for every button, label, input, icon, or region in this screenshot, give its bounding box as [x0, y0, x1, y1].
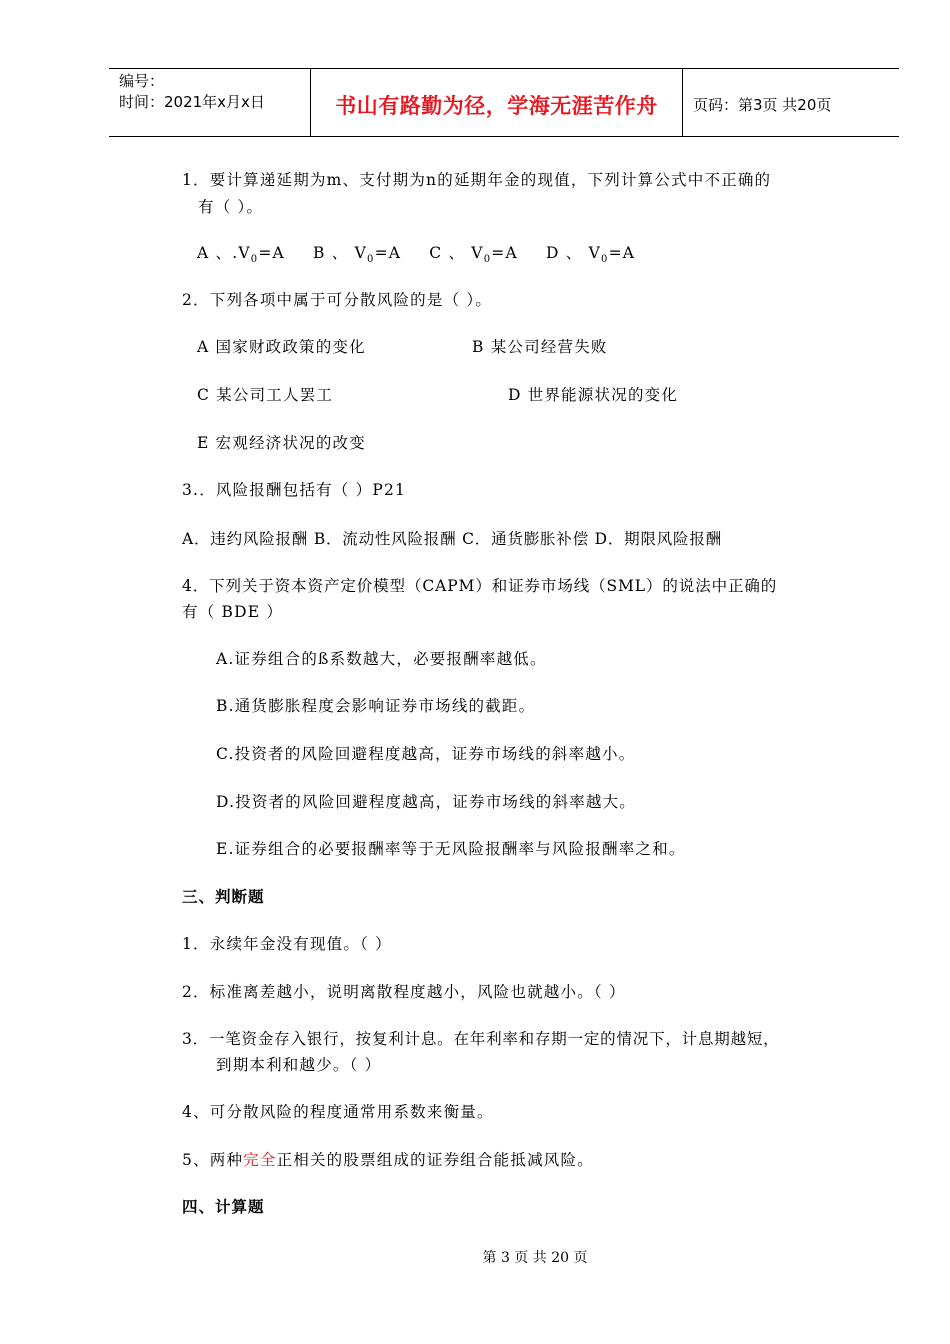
q4-option-e: E.证券组合的必要报酬率等于无风险报酬率与风险报酬率之和。: [216, 840, 686, 858]
q2-option-c: C 某公司工人罢工: [197, 386, 334, 404]
q2-option-e: E 宏观经济状况的改变: [197, 434, 366, 452]
judge-3-line2: 到期本利和越少。（ ）: [216, 1056, 382, 1074]
q2-option-b: B 某公司经营失败: [472, 338, 608, 356]
section3-title: 三、判断题: [182, 888, 265, 906]
judge-2: 2．标准离差越小，说明离散程度越小，风险也就越小。（ ）: [182, 983, 626, 1001]
section4-title: 四、计算题: [182, 1198, 265, 1216]
q4-line2: 有（ BDE ）: [182, 603, 284, 621]
header-page-label: 页码：第3页 共20页: [693, 96, 832, 114]
judge-5: 5、两种完全正相关的股票组成的证券组合能抵减风险。: [182, 1151, 594, 1169]
q4-option-c: C.投资者的风险回避程度越高，证券市场线的斜率越小。: [216, 745, 636, 763]
page-header: [109, 68, 899, 137]
q2-option-a: A 国家财政政策的变化: [197, 338, 366, 356]
q4-option-a: A.证券组合的ß系数越大，必要报酬率越低。: [216, 650, 547, 668]
judge-1: 1．永续年金没有现值。（ ）: [182, 935, 392, 953]
emphasis-text: 完全: [243, 1151, 277, 1169]
judge-4: 4、可分散风险的程度通常用系数来衡量。: [182, 1103, 494, 1121]
q3-stem: 3.．风险报酬包括有（ ）P21: [182, 481, 407, 499]
judge-3-line1: 3．一笔资金存入银行，按复利计息。在年利率和存期一定的情况下，计息期越短，: [182, 1030, 780, 1048]
number-label: 编号：: [119, 72, 165, 90]
page-footer: 第 3 页 共 20 页: [482, 1250, 588, 1266]
header-meta: [109, 69, 311, 136]
q4-option-b: B.通货膨胀程度会影响证券市场线的截距。: [216, 697, 536, 715]
q1-line1: 1．要计算递延期为m、支付期为n的延期年金的现值，下列计算公式中不正确的: [182, 171, 772, 189]
date-label: 时间：2021年x月x日: [119, 93, 265, 111]
q2-option-d: D 世界能源状况的变化: [508, 386, 679, 404]
q1-options: A 、$.V_0=A$ B 、 $V_0=A$ C 、 $V_0=A$ D 、 $V_0=A$: [197, 244, 636, 266]
q1-line2: 有（ ）。: [198, 198, 264, 216]
q3-options: A．违约风险报酬 B．流动性风险报酬 C．通货膨胀补偿 D．期限风险报酬: [182, 530, 722, 548]
q4-option-d: D.投资者的风险回避程度越高，证券市场线的斜率越大。: [216, 793, 637, 811]
q2-stem: 2．下列各项中属于可分散风险的是（ ）。: [182, 291, 493, 309]
q4-line1: 4．下列关于资本资产定价模型（CAPM）和证券市场线（SML）的说法中正确的: [182, 577, 778, 595]
header-motto: 书山有路勤为径，学海无涯苦作舟: [311, 69, 683, 136]
